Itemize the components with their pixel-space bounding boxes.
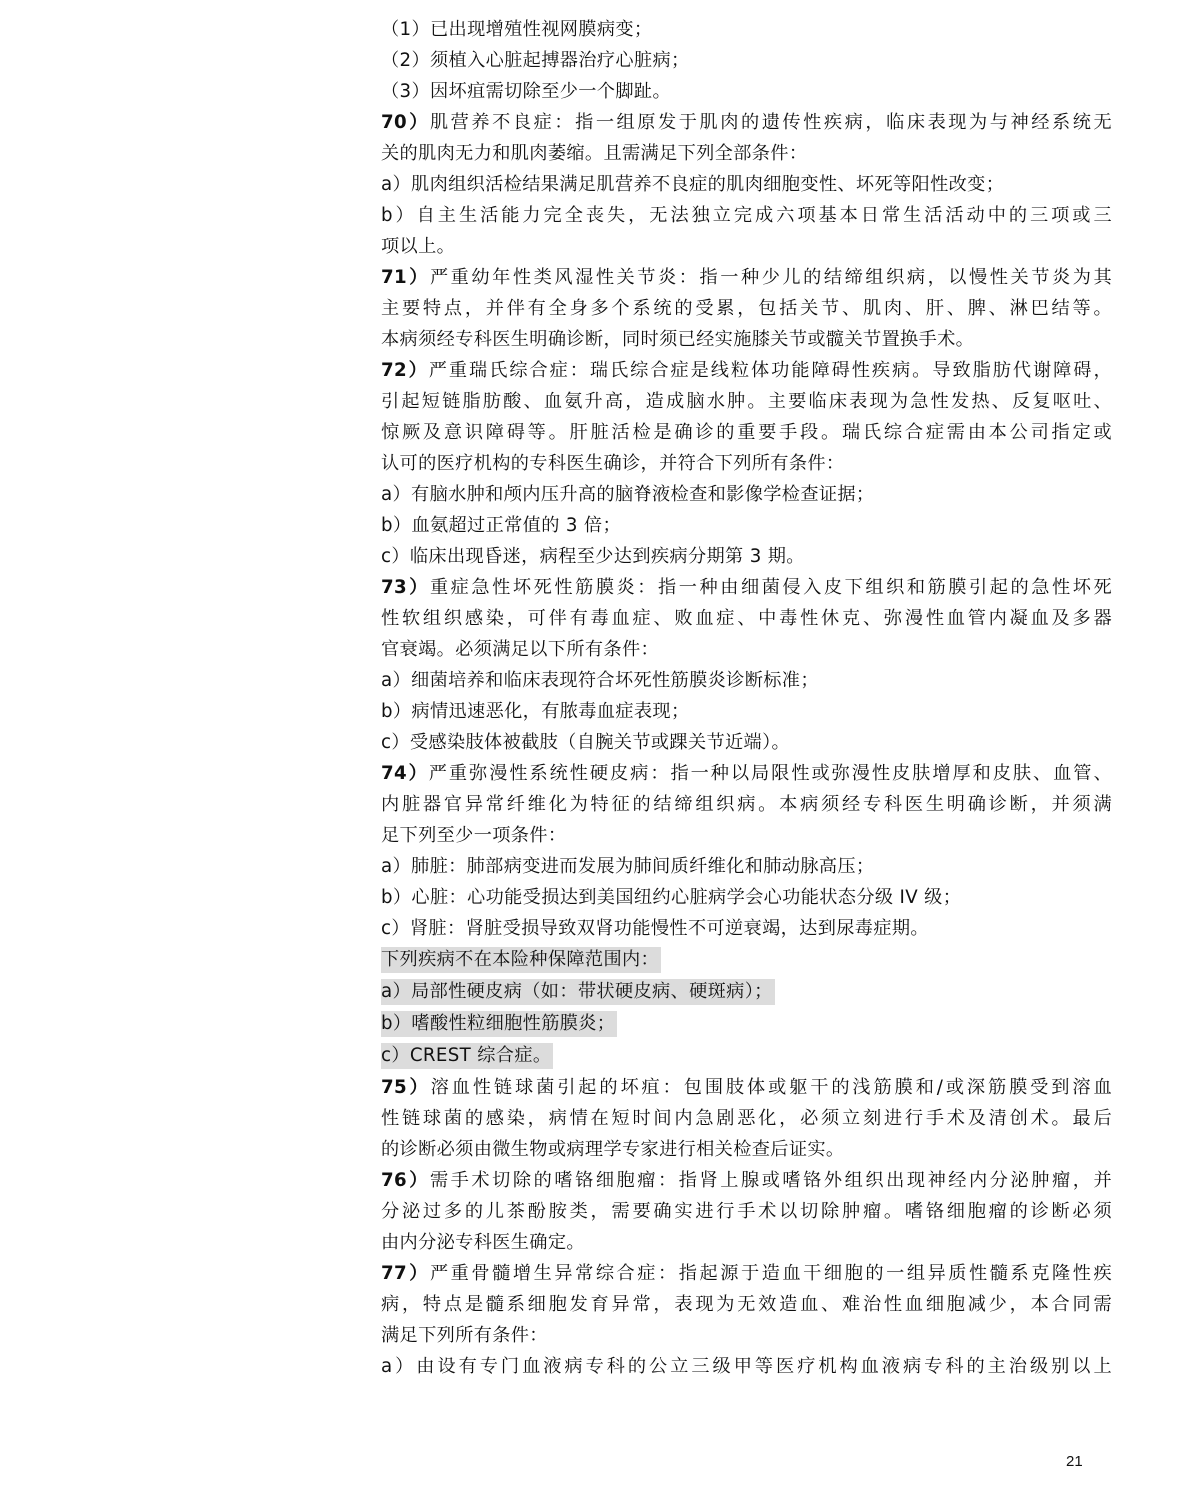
line-text: 需手术切除的嗜铬细胞瘤：指肾上腺或嗜铬外组织出现神经内分泌肿瘤，并 (429, 1170, 1112, 1191)
line-text: 病，特点是髓系细胞发育异常，表现为无效造血、难治性血细胞减少，本合同需 (381, 1294, 1112, 1315)
line-text: a）细菌培养和临床表现符合坏死性筋膜炎诊断标准； (381, 670, 819, 691)
highlighted-line (381, 944, 1112, 976)
line-text: a）局部性硬皮病（如：带状硬皮病、硬斑病）； (381, 981, 773, 1002)
text-line (381, 231, 1112, 262)
line-text: 严重弥漫性系统性硬皮病：指一种以局限性或弥漫性皮肤增厚和皮肤、血管、 (428, 763, 1112, 784)
line-text: a）有脑水肿和颅内压升高的脑脊液检查和影像学检查证据； (381, 484, 875, 505)
text-line (381, 727, 1112, 758)
line-text: b）嗜酸性粒细胞性筋膜炎； (381, 1013, 616, 1034)
line-text: 足下列至少一项条件： (381, 825, 567, 846)
text-line (381, 696, 1112, 727)
highlight-box (381, 1043, 553, 1069)
text-line (381, 1103, 1112, 1134)
text-line (381, 1134, 1112, 1165)
text-line (381, 603, 1112, 634)
clause-number: 77） (381, 1263, 430, 1284)
clause-number: 70） (381, 112, 430, 133)
clause-number: 71） (381, 267, 430, 288)
highlighted-line (381, 976, 1112, 1008)
clause-heading-line (381, 758, 1112, 789)
clause-number: 73） (381, 577, 430, 598)
line-text: 严重骨髓增生异常综合症：指起源于造血干细胞的一组异质性髓系克隆性疾 (429, 1263, 1112, 1284)
line-text: b）血氨超过正常值的 3 倍； (381, 515, 621, 536)
clause-heading-line (381, 107, 1112, 138)
text-line (381, 293, 1112, 324)
text-line (381, 200, 1112, 231)
text-line (381, 541, 1112, 572)
text-line (381, 851, 1112, 882)
line-text: （3）因坏疽需切除至少一个脚趾。 (381, 81, 671, 102)
line-text: b）心脏：心功能受损达到美国纽约心脏病学会心功能状态分级 IV 级； (381, 887, 962, 908)
line-text: 的诊断必须由微生物或病理学专家进行相关检查后证实。 (381, 1139, 845, 1160)
line-text: 本病须经专科医生明确诊断，同时须已经实施膝关节或髋关节置换手术。 (381, 329, 975, 350)
line-text: c）CREST 综合症。 (381, 1045, 552, 1066)
line-text: 严重瑞氏综合症：瑞氏综合症是线粒体功能障碍性疾病。导致脂肪代谢障碍， (428, 360, 1112, 381)
text-line (381, 913, 1112, 944)
line-text: 重症急性坏死性筋膜炎：指一种由细菌侵入皮下组织和筋膜引起的急性坏死 (429, 577, 1112, 598)
clause-heading-line (381, 355, 1112, 386)
line-text: 内脏器官异常纤维化为特征的结缔组织病。本病须经专科医生明确诊断，并须满 (381, 794, 1112, 815)
clause-heading-line (381, 572, 1112, 603)
line-text: 认可的医疗机构的专科医生确诊，并符合下列所有条件： (381, 453, 845, 474)
text-line (381, 1289, 1112, 1320)
text-line (381, 665, 1112, 696)
line-text: b）自主生活能力完全丧失，无法独立完成六项基本日常生活活动中的三项或三 (381, 205, 1112, 226)
highlight-box (381, 979, 775, 1005)
clause-number: 75） (381, 1077, 431, 1098)
line-text: 分泌过多的儿茶酚胺类，需要确实进行手术以切除肿瘤。嗜铬细胞瘤的诊断必须 (381, 1201, 1112, 1222)
line-text: 引起短链脂肪酸、血氨升高，造成脑水肿。主要临床表现为急性发热、反复呕吐、 (381, 391, 1112, 412)
line-text: （1）已出现增殖性视网膜病变； (381, 19, 653, 40)
clause-heading-line (381, 262, 1112, 293)
clause-heading-line (381, 1072, 1112, 1103)
text-line (381, 882, 1112, 913)
clause-number: 76） (381, 1170, 430, 1191)
line-text: 下列疾病不在本险种保障范围内： (381, 949, 660, 970)
line-text: c）临床出现昏迷，病程至少达到疾病分期第 3 期。 (381, 546, 805, 567)
line-text: 性软组织感染，可伴有毒血症、败血症、中毒性休克、弥漫性血管内凝血及多器 (381, 608, 1112, 629)
text-line (381, 76, 1112, 107)
text-line (381, 138, 1112, 169)
line-text: 性链球菌的感染，病情在短时间内急剧恶化，必须立刻进行手术及清创术。最后 (381, 1108, 1112, 1129)
highlight-box (381, 1011, 617, 1037)
clause-heading-line (381, 1165, 1112, 1196)
clause-heading-line (381, 1258, 1112, 1289)
clause-number: 72） (381, 360, 429, 381)
text-line (381, 1196, 1112, 1227)
text-line (381, 448, 1112, 479)
line-text: 官衰竭。必须满足以下所有条件： (381, 639, 660, 660)
line-text: 项以上。 (381, 236, 456, 257)
text-line (381, 820, 1112, 851)
text-line (381, 14, 1112, 45)
line-text: b）病情迅速恶化，有脓毒血症表现； (381, 701, 690, 722)
text-line (381, 634, 1112, 665)
text-line (381, 1351, 1112, 1382)
document-body (381, 14, 1112, 1382)
line-text: a）肺脏：肺部病变进而发展为肺间质纤维化和肺动脉高压； (381, 856, 875, 877)
line-text: 溶血性链球菌引起的坏疽：包围肢体或躯干的浅筋膜和/或深筋膜受到溶血 (430, 1077, 1112, 1098)
line-text: （2）须植入心脏起搏器治疗心脏病； (381, 50, 690, 71)
line-text: c）肾脏：肾脏受损导致双肾功能慢性不可逆衰竭，达到尿毒症期。 (381, 918, 929, 939)
highlighted-line (381, 1040, 1112, 1072)
highlighted-line (381, 1008, 1112, 1040)
line-text: 肌营养不良症：指一组原发于肌肉的遗传性疾病，临床表现为与神经系统无 (429, 112, 1112, 133)
text-line (381, 479, 1112, 510)
text-line (381, 45, 1112, 76)
text-line (381, 169, 1112, 200)
highlight-box (381, 947, 661, 973)
text-line (381, 324, 1112, 355)
line-text: 由内分泌专科医生确定。 (381, 1232, 585, 1253)
line-text: 惊厥及意识障碍等。肝脏活检是确诊的重要手段。瑞氏综合症需由本公司指定或 (381, 422, 1112, 443)
line-text: 主要特点，并伴有全身多个系统的受累，包括关节、肌肉、肝、脾、淋巴结等。 (381, 298, 1112, 319)
text-line (381, 386, 1112, 417)
text-line (381, 417, 1112, 448)
line-text: 满足下列所有条件： (381, 1325, 548, 1346)
text-line (381, 510, 1112, 541)
text-line (381, 1227, 1112, 1258)
line-text: a）肌肉组织活检结果满足肌营养不良症的肌肉细胞变性、坏死等阳性改变； (381, 174, 1005, 195)
clause-number: 74） (381, 763, 429, 784)
text-line (381, 789, 1112, 820)
line-text: c）受感染肢体被截肢（自腕关节或踝关节近端）。 (381, 732, 791, 753)
line-text: 关的肌肉无力和肌肉萎缩。且需满足下列全部条件： (381, 143, 808, 164)
text-line (381, 1320, 1112, 1351)
page-number: 21 (1066, 1453, 1083, 1470)
line-text: 严重幼年性类风湿性关节炎：指一种少儿的结缔组织病，以慢性关节炎为其 (429, 267, 1112, 288)
line-text: a）由设有专门血液病专科的公立三级甲等医疗机构血液病专科的主治级别以上 (381, 1356, 1112, 1377)
